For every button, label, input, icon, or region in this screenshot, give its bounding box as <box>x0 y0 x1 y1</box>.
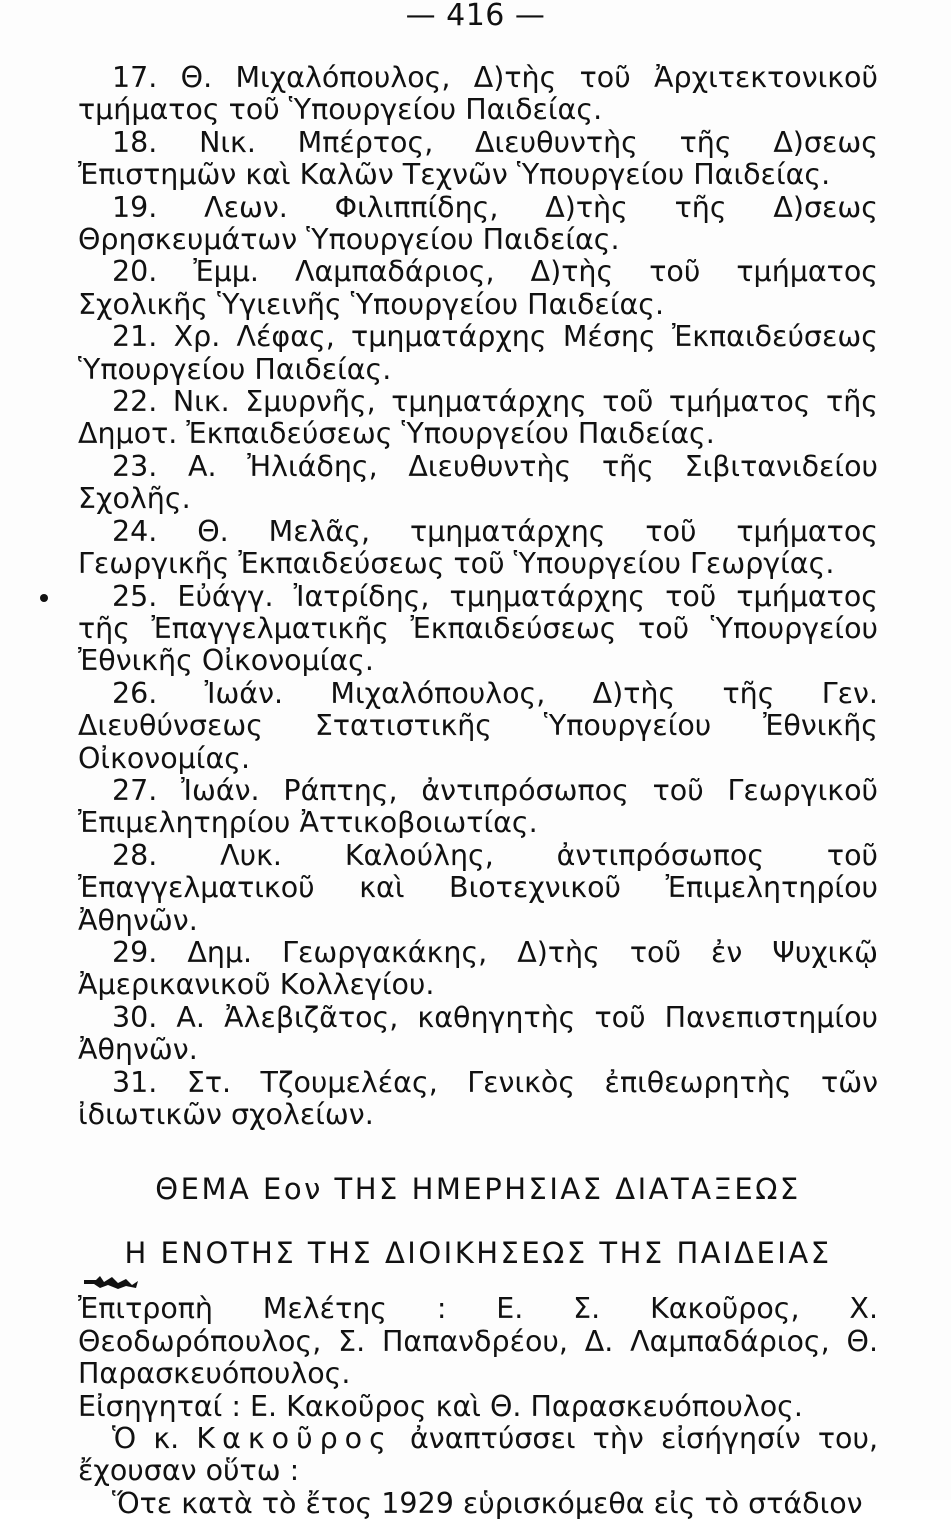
list-item: 25. Εὐάγγ. Ἰατρίδης, τμηματάρχης τοῦ τμήματος τῆς Ἐπαγγελματικῆς Ἐκπαιδεύσεως τοῦ Ὑπουργείου Ἐθνικῆς Οἰκονομίας. <box>78 579 878 678</box>
list-item: 18. Νικ. Μπέρτος, Διευθυντὴς τῆς Δ)σεως Ἐπιστημῶν καὶ Καλῶν Τεχνῶν Ὑπουργείου Παιδείας. <box>78 125 878 192</box>
list-item: 29. Δημ. Γεωργακάκης, Δ)τὴς τοῦ ἐν Ψυχικῷ Ἀμερικανικοῦ Κολλεγίου. <box>78 935 878 1002</box>
committee-line: Ἐπιτροπὴ Μελέτης : Ε. Σ. Κακοῦρος, Χ. Θεοδωρόπουλος, Σ. Παπανδρέου, Δ. Λαμπαδάριος, Θ. Παρασκευόπουλος. <box>78 1292 878 1391</box>
list-item: 31. Στ. Τζουμελέας, Γενικὸς ἐπιθεωρητὴς τῶν ἰδιωτικῶν σχολείων. <box>78 1065 878 1131</box>
list-item: 27. Ἰωάν. Ράπτης, ἀντιπρόσωπος τοῦ Γεωργικοῦ Ἐπιμελητηρίου Ἀττικοβοιωτίας. <box>78 773 878 840</box>
page-number: — 416 — <box>405 0 546 33</box>
section-heading: ΘΕΜΑ Εον ΤΗΣ ΗΜΕΡΗΣΙΑΣ ΔΙΑΤΑΞΕΩΣ <box>155 1172 801 1207</box>
list-item: 17. Θ. Μιχαλόπουλος, Δ)τὴς τοῦ Ἀρχιτεκτονικοῦ τμήματος τοῦ Ὑπουργείου Παιδείας. <box>78 61 878 127</box>
list-item: 20. Ἐμμ. Λαμπαδάριος, Δ)τὴς τοῦ τμήματος Σχολικῆς Ὑγιεινῆς Ὑπουργείου Παιδείας. <box>78 255 878 321</box>
list-item: 24. Θ. Μελᾶς, τμηματάρχης τοῦ τμήματος Γεωργικῆς Ἐκπαιδεύσεως τοῦ Ὑπουργείου Γεωργίας. <box>78 514 878 581</box>
list-item: 21. Χρ. Λέφας, τμηματάρχης Μέσης Ἐκπαιδεύσεως Ὑπουργείου Παιδείας. <box>78 320 878 386</box>
rapporteurs-line: Εἰσηγηταί : Ε. Κακοῦρος καὶ Θ. Παρασκευόπουλος. <box>78 1389 803 1423</box>
bullet-entry <box>78 581 878 678</box>
speaker-rest: ἀναπτύσσει τὴν εἰσήγησίν του, ἔχουσαν οὕτω : <box>78 1422 879 1488</box>
speaker-intro: Ὁ κ. <box>112 1422 180 1456</box>
list-item: 22. Νικ. Σμυρνῆς, τμηματάρχης τοῦ τμήματος τῆς Δημοτ. Ἐκπαιδεύσεως Ὑπουργείου Παιδείας. <box>78 385 878 451</box>
list-item: 26. Ἰωάν. Μιχαλόπουλος, Δ)τὴς τῆς Γεν. Διευθύνσεως Στατιστικῆς Ὑπουργείου Ἐθνικῆς Οἰκονομίας. <box>78 676 878 775</box>
closing-line: Ὅτε κατὰ τὸ ἔτος 1929 εὑρισκόμεθα εἰς τὸ στάδιον <box>112 1486 863 1520</box>
document-body <box>78 62 878 1520</box>
speaker-line <box>78 1423 878 1488</box>
speaker-name: Κακοῦρος <box>196 1422 393 1456</box>
bullet-mark <box>40 594 48 602</box>
list-item: 30. Α. Ἀλεβιζᾶτος, καθηγητὴς τοῦ Πανεπιστημίου Ἀθηνῶν. <box>78 1000 878 1067</box>
list-item: 19. Λεων. Φιλιππίδης, Δ)τὴς τῆς Δ)σεως Θρησκευμάτων Ὑπουργείου Παιδείας. <box>78 190 878 257</box>
section-subheading: Η ΕΝΟΤΗΣ ΤΗΣ ΔΙΟΙΚΗΣΕΩΣ ΤΗΣ ΠΑΙΔΕΙΑΣ <box>124 1236 832 1271</box>
hand-pointer-icon <box>82 1271 142 1293</box>
list-item: 28. Λυκ. Καλούλης, ἀντιπρόσωπος τοῦ Ἐπαγγελματικοῦ καὶ Βιοτεχνικοῦ Ἐπιμελητηρίου Ἀθηνῶν. <box>78 838 878 937</box>
list-item: 23. Α. Ἠλιάδης, Διευθυντὴς τῆς Σιβιτανιδείου Σχολῆς. <box>78 449 878 516</box>
